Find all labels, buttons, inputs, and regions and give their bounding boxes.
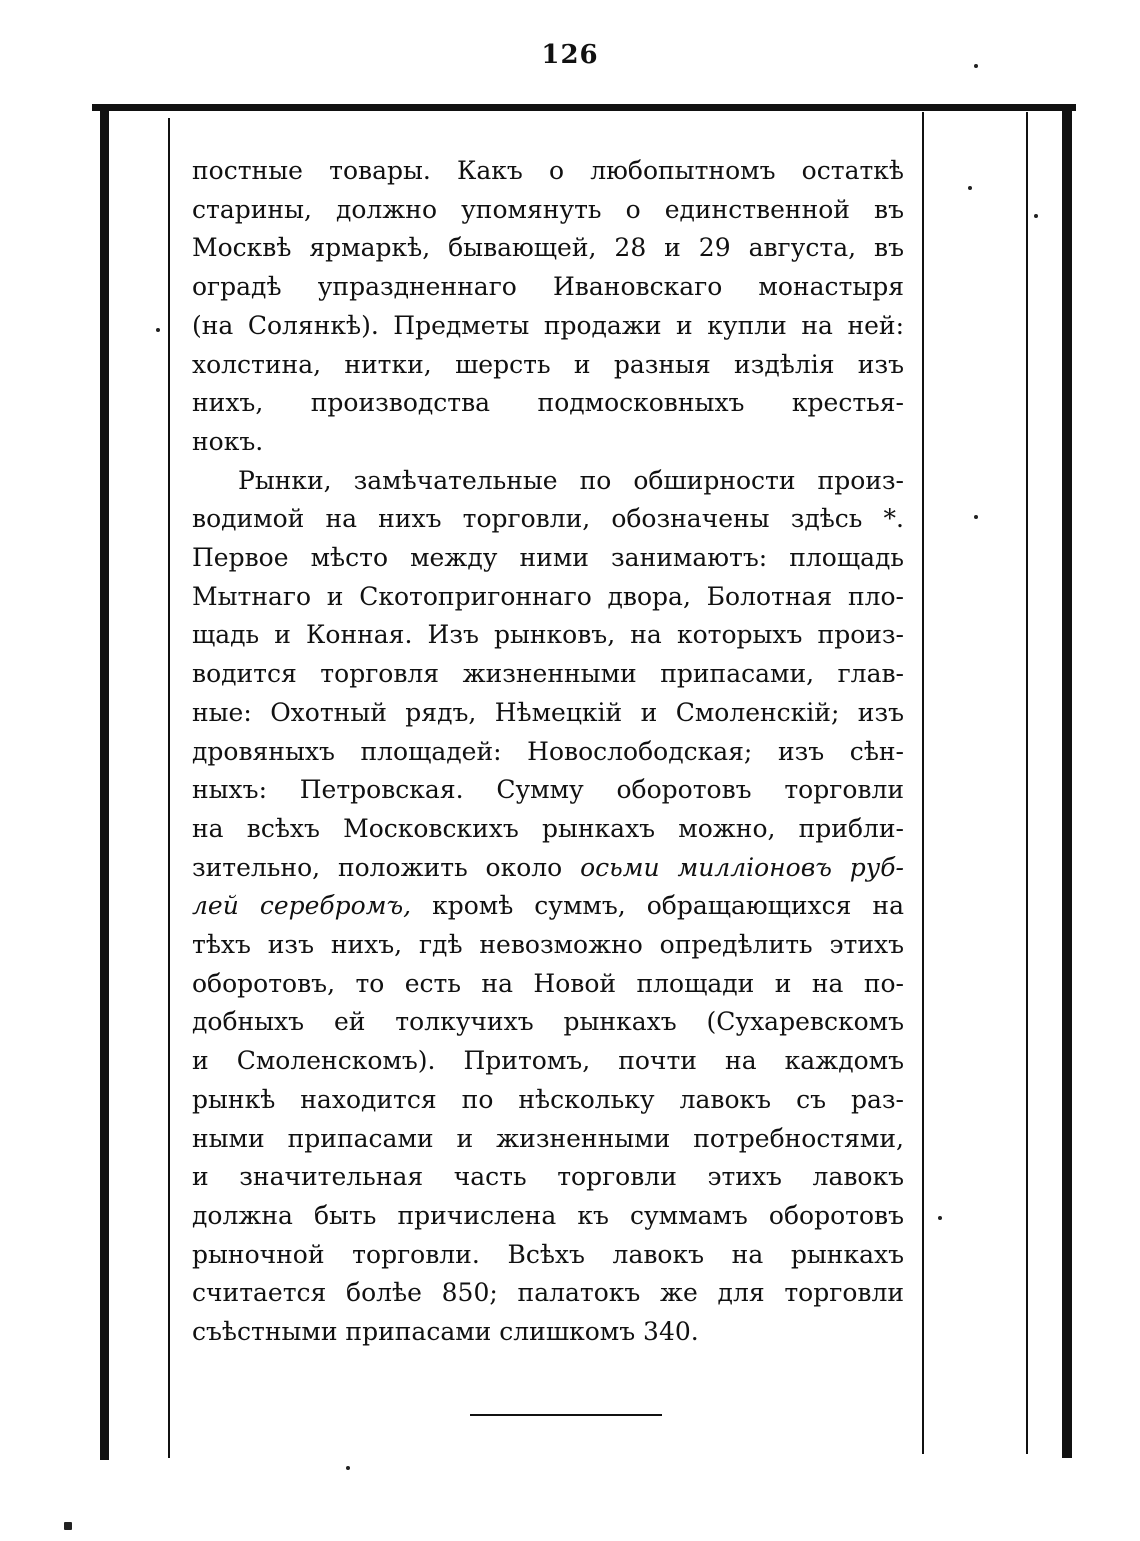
text-line: холстина, нитки, шерсть и разныя издѣлія изъ [192,349,904,379]
text-line: водится торговля жизненными припасами, глав- [192,659,904,689]
text-line: рынкѣ находится по нѣскольку лавокъ съ раз- [192,1084,904,1114]
frame-right-thin-rule [1026,112,1028,1454]
text-line: на всѣхъ Московскихъ рынкахъ можно, прибли- [192,813,904,843]
text-line: ные: Охотный рядъ, Нѣмецкій и Смоленскій; изъ [192,697,904,727]
text-line-mixed [192,849,904,888]
scan-speck [1034,214,1038,218]
text-line: ныхъ: Петровская. Сумму оборотовъ торговли [192,775,904,805]
scan-speck [974,64,978,68]
text-line: постные товары. Какъ о любопытномъ остаткѣ [192,156,904,185]
italic-segment: осьми милліоновъ руб- [580,852,904,882]
text-line: рыночной торговли. Всѣхъ лавокъ на рынкахъ [192,1239,904,1269]
scan-speck [64,1522,72,1530]
text-line: (на Солянкѣ). Предметы продажи и купли на ней: [192,310,904,340]
text-line: и Смоленскомъ). Притомъ, почти на каждомъ [192,1046,904,1076]
text-line: и значительная часть торговли этихъ лавокъ [192,1162,904,1192]
section-divider [470,1414,662,1416]
scan-speck [938,1216,942,1220]
scan-speck [974,515,978,519]
frame-right-rule [1062,108,1072,1458]
text-line-mixed [192,887,904,926]
text-segment: кромѣ суммъ, обращающихся на [432,891,904,921]
text-column [192,152,904,1352]
text-line: водимой на нихъ торговли, обозначены здѣсь *. [192,504,904,534]
text-line: Москвѣ ярмаркѣ, бывающей, 28 и 29 августа, въ [192,233,904,263]
text-line: Рынки, замѣчательные по обширности произ- [238,465,904,495]
text-line: съѣстными припасами слишкомъ 340. [192,1317,699,1347]
text-line: нихъ, производства подмосковныхъ крестья- [192,388,904,418]
text-line: ными припасами и жизненными потребностями, [192,1123,904,1153]
frame-left-rule [100,108,109,1460]
text-line: дровяныхъ площадей: Новослободская; изъ сѣн- [192,736,904,766]
text-line: Мытнаго и Скотопригоннаго двора, Болотная пло- [192,581,904,611]
frame-inner-left-rule [168,118,170,1458]
frame-top-rule [92,104,1076,111]
scan-speck [156,328,160,332]
frame-inner-right-rule [922,112,924,1454]
text-line: должна быть причислена къ суммамъ оборотовъ [192,1200,904,1230]
text-segment: зительно, положить около [192,852,563,882]
page-number: 126 [541,40,599,70]
text-line: тѣхъ изъ нихъ, гдѣ невозможно опредѣлить этихъ [192,930,904,960]
text-line: старины, должно упомянуть о единственной въ [192,194,904,224]
text-line: нокъ. [192,426,264,456]
text-line: щадь и Конная. Изъ рынковъ, на которыхъ произ- [192,620,904,650]
italic-segment: лей серебромъ, [192,891,412,921]
scan-speck [968,186,972,190]
text-line: оборотовъ, то есть на Новой площади и на по- [192,968,904,998]
text-line: оградѣ упраздненнаго Ивановскаго монастыря [192,272,904,302]
text-line: Первое мѣсто между ними занимаютъ: площадь [192,543,904,573]
text-line: добныхъ ей толкучихъ рынкахъ (Сухаревскомъ [192,1007,904,1037]
text-line: считается болѣе 850; палатокъ же для торговли [192,1278,904,1308]
scan-speck [346,1466,350,1470]
